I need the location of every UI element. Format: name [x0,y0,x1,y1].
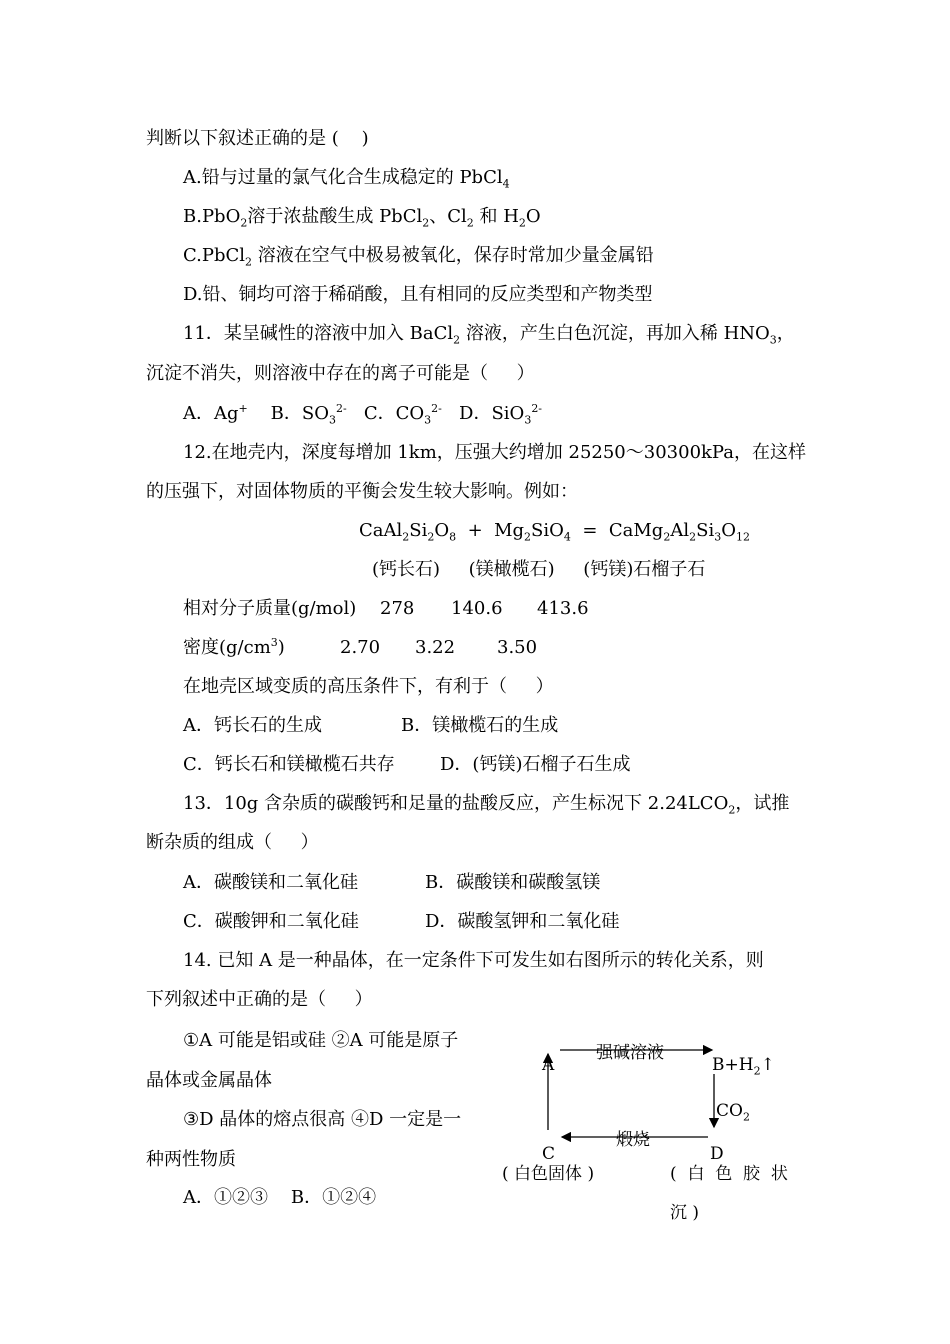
node-c-note: ( 白色固体 ) [502,1164,595,1184]
q14-statement-1a: ①A 可能是铝或硅 ②A 可能是原子 [183,1030,459,1051]
q12-option-d: D．(钙镁)石榴子石生成 [440,754,631,775]
label-co2: $CO_2$ [716,1101,750,1124]
q12-density-value-2: 3.22 [415,637,456,658]
q13-stem-line2: 断杂质的组成（ ） [146,832,319,853]
q13-option-c: C．碳酸钾和二氧化硅 [183,911,359,932]
q12-option-a: A．钙长石的生成 [183,715,322,736]
node-d-note-line2: 沉 ) [670,1203,700,1223]
q10-option-b: B.PbO$_2$溶于浓盐酸生成 PbCl$_2$、$Cl_2$ 和 $H_2O$ [183,206,541,230]
q12-mass-value-1: 278 [380,598,415,619]
conversion-diagram [490,1030,810,1230]
q12-equation: $CaAl_2Si_2O_8 + Mg_2SiO_4$ = $CaMg_2Al_2Si_3O_{12}$ [359,520,750,544]
q11-stem-line1: 11．某呈碱性的溶液中加入 BaCl$_2$ 溶液，产生白色沉淀，再加入稀 $HNO_3$， [183,323,795,347]
q10-stem: 判断以下叙述正确的是 ( ) [146,128,369,149]
q12-mass-value-2: 140.6 [451,598,503,619]
q14-stem-line1: 14. 已知 A 是一种晶体，在一定条件下可发生如右图所示的转化关系，则 [183,950,764,971]
node-c: C [542,1144,556,1164]
label-calcine: 煅烧 [616,1130,650,1150]
q12-density-label: 密度$(g/cm^3)$ [183,636,285,658]
q12-mass-label: 相对分子质量(g/mol) [183,598,357,619]
q12-option-b: B．镁橄榄石的生成 [401,715,559,736]
q13-option-b: B．碳酸镁和碳酸氢镁 [425,872,601,893]
q12-stem-line2: 的压强下，对固体物质的平衡会发生较大影响。例如： [146,481,578,502]
q14-options: A．①②③ B．①②④ [183,1187,377,1208]
q14-stem-line2: 下列叙述中正确的是（ ） [146,989,373,1010]
node-d-note-line1: ( 白 色 胶 状 [670,1164,788,1184]
q12-mass-value-3: 413.6 [537,598,589,619]
node-d: D [710,1144,724,1164]
node-b: $B+H_2↑$ [712,1055,775,1078]
q12-density-value-1: 2.70 [340,637,381,658]
q13-stem-line1: 13．10g 含杂质的碳酸钙和足量的盐酸反应，产生标况下 $2.24LCO_2$，试推 [183,793,790,817]
q12-density-value-3: 3.50 [497,637,538,658]
q12-mineral-names: (钙长石) (镁橄榄石) (钙镁)石榴子石 [372,559,706,580]
q14-statement-1b: 晶体或金属晶体 [146,1070,272,1091]
label-strong-base: 强碱溶液 [596,1043,664,1063]
q10-option-a: A.铅与过量的氯气化合生成稳定的 PbCl$_4$ [183,167,510,191]
q10-option-c: C.PbCl$_2$ 溶液在空气中极易被氧化，保存时常加少量金属铅 [183,245,654,269]
node-a: A [542,1055,555,1075]
q14-statement-2a: ③D 晶体的熔点很高 ④D 一定是一 [183,1109,462,1130]
q12-question: 在地壳区域变质的高压条件下，有利于（ ） [183,676,554,697]
q11-stem-line2: 沉淀不消失，则溶液中存在的离子可能是（ ） [146,363,535,384]
q13-option-a: A．碳酸镁和二氧化硅 [183,872,358,893]
q13-option-d: D．碳酸氢钾和二氧化硅 [425,911,620,932]
q14-statement-2b: 种两性物质 [146,1149,236,1170]
q12-option-c: C．钙长石和镁橄榄石共存 [183,754,395,775]
q11-options: A．Ag+ B．$SO_3^{2-}$ C．$CO_3^{2-}$ D．SiO$_3^{2-}$ [183,402,543,427]
q12-stem-line1: 12.在地壳内，深度每增加 1km，压强大约增加 25250～30300kPa，在这样 [183,442,806,463]
q10-option-d: D.铅、铜均可溶于稀硝酸，且有相同的反应类型和产物类型 [183,284,653,305]
